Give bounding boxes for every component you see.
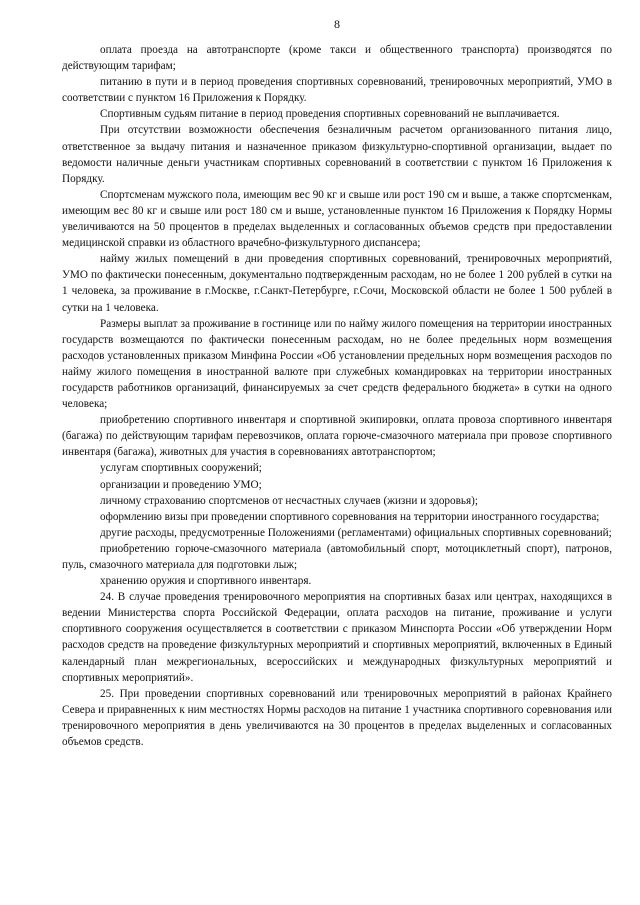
paragraph-transport-fare: оплата проезда на автотранспорте (кроме такси и общественного транспорта) производятся по действующим тарифам; bbox=[62, 44, 612, 73]
paragraph-24: 24. В случае проведения тренировочного мероприятия на спортивных базах или центрах, находящихся в ведении Министерства спорта Российской Федерации, оплата расходов на питание, проживание и услуги спортивного сооружения осуществляется в соответствии с приказом Минспорта России «Об утверждении Норм расходов средств на проведение физкультурных мероприятий и спортивных мероприятий, включенных в Единый календарный план межрегиональных, всероссийских и международных физкультурных мероприятий и спортивных мероприятий». bbox=[62, 591, 612, 684]
paragraph-cash-meals: При отсутствии возможности обеспечения безналичным расчетом организованного питания лицо, ответственное за выдачу питания и назначенное приказом физкультурно-спортивной организации, выдает по ведомости наличные деньги участникам спортивных соревнований в соответствии с пунктом 16 Приложения к Порядку. bbox=[62, 124, 612, 185]
paragraph-equipment: приобретению спортивного инвентаря и спортивной экипировки, оплата провоза спортивного инвентаря (багажа) по действующим тарифам перевозчиков, оплата горюче-смазочного материала при провозе спортивного инвентаря (багажа), животных для участия в соревнованиях автотранспортом; bbox=[62, 414, 612, 459]
list-item-storage: хранению оружия и спортивного инвентаря. bbox=[100, 575, 312, 588]
paragraph-25: 25. При проведении спортивных соревнований или тренировочных мероприятий в районах Крайнего Севера и приравненных к ним местностях Нормы расходов на питание 1 участника спортивного соревнования или тренировочного мероприятия в день увеличиваются на 30 процентов в пределах выделенных и согласованных объемов средств. bbox=[62, 687, 612, 749]
paragraph-heavy-athletes: Спортсменам мужского пола, имеющим вес 90 кг и свыше или рост 190 см и выше, а также спортсменкам, имеющим вес 80 кг и свыше или рост 180 см и выше, установленные пунктом 16 Приложения к Порядку Нормы увеличиваются на 50 процентов в пределах выделенных и согласованных объемов средств при предоставлении медицинской справки из областного врачебно-физкультурного диспансера; bbox=[62, 188, 612, 250]
list-item-fuel-ammo: приобретению горюче-смазочного материала (автомобильный спорт, мотоциклетный спорт), патронов, пуль, смазочного материала для подготовки лыж; bbox=[62, 542, 612, 571]
page-number: 8 bbox=[334, 17, 340, 31]
list-item-visa: оформлению визы при проведении спортивного соревнования на территории иностранного государства; bbox=[100, 510, 600, 523]
list-item-other-expenses: другие расходы, предусмотренные Положениями (регламентами) официальных спортивных соревнований; bbox=[100, 526, 612, 539]
paragraph-referees-meals: Спортивным судьям питание в период проведения спортивных соревнований не выплачивается. bbox=[100, 108, 560, 121]
paragraph-foreign-housing: Размеры выплат за проживание в гостинице или по найму жилого помещения на территории иностранных государств возмещаются по фактически понесенным расходам, но не более предельных норм возмещения расходов установленных приказом Минфина России «Об установлении предельных норм возмещения расходов по найму жилого помещения в иностранной валюте при служебных командировках на территории иностранных государств работников организаций, финансируемых за счет средств федерального бюджета» в сутки на одного человека; bbox=[62, 317, 612, 411]
list-item-facilities: услугам спортивных сооружений; bbox=[100, 462, 262, 475]
list-item-insurance: личному страхованию спортсменов от несчастных случаев (жизни и здоровья); bbox=[100, 494, 478, 507]
paragraph-housing: найму жилых помещений в дни проведения спортивных соревнований, тренировочных мероприятий, УМО по фактически понесенным, документально подтвержденным расходам, но не более 1 200 рублей в сутки на 1 человека, за проживание в г.Москве, г.Санкт-Петербурге, г.Сочи, Московской области не более 1 500 рублей в сутки на 1 человека. bbox=[62, 253, 612, 314]
list-item-umo: организации и проведению УМО; bbox=[100, 478, 262, 491]
paragraph-meals-travel: питанию в пути и в период проведения спортивных соревнований, тренировочных мероприятий, УМО в соответствии с пунктом 16 Приложения к Порядку. bbox=[62, 76, 612, 105]
document-page bbox=[62, 0, 612, 750]
